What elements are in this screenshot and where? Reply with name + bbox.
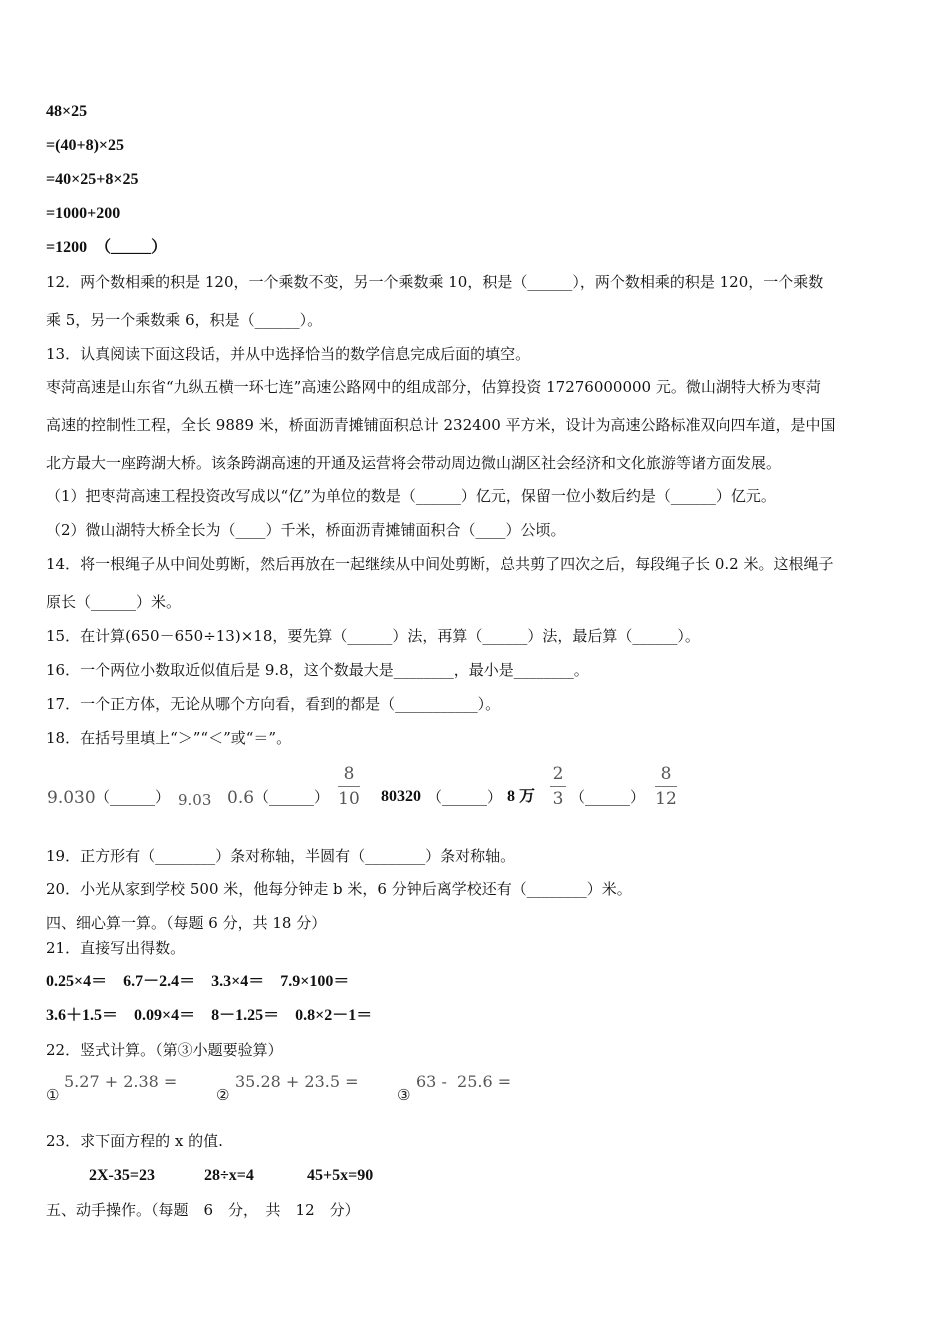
q18-c-right: 8 万 [507,788,536,805]
q23-equation-2: 28÷x=4 [204,1167,254,1184]
q13-paragraph-1: 枣菏高速是山东省“九纵五横一环七连”高速公路网中的组成部分，估算投资 17276000000 元。微山湖特大桥为枣菏 [46,378,821,396]
calc-line-2: =(40+8)×25 [46,137,125,154]
q18-b-denominator: 10 [338,789,360,809]
q13-paragraph-2: 高速的控制性工程，全长 9889 米，桥面沥青摊铺面积总计 232400 平方米，设计为高速公路标准双向四车道，是中国 [46,416,836,434]
q21-title: 21．直接写出得数。 [46,939,186,957]
q22-title: 22．竖式计算。（第③小题要验算） [46,1041,283,1059]
calc-line-4: =1000+200 [46,205,121,222]
q13-sub-2: （2）微山湖特大桥全长为（____）千米，桥面沥青摊铺面积合（____）公顷。 [46,521,566,539]
q20: 20．小光从家到学校 500 米，他每分钟走 b 米，6 分钟后离学校还有（________）米。 [46,880,632,898]
q18-b-numerator: 8 [343,764,355,784]
q12-line-2: 乘 5，另一个乘数乘 6，积是（______）。 [46,311,323,329]
q18-d-fraction-1 [550,763,566,810]
q22-marker-2: ② [216,1086,230,1104]
q14-line-1: 14．将一根绳子从中间处剪断，然后再放在一起继续从中间处剪断，总共剪了四次之后，每段绳子长 0.2 米。这根绳子 [46,555,834,573]
q22-expression-3: 63 - 25.6 = [416,1072,512,1091]
q13-sub-1: （1）把枣菏高速工程投资改写成以“亿”为单位的数是（______）亿元，保留一位小数后约是（______）亿元。 [46,487,776,505]
q21-row-2: 3.6＋1.5＝ 0.09×4＝ 8－1.25＝ 0.8×2－1＝ [46,1007,373,1024]
q18-a-blank: （______） [95,788,171,806]
q18-b-blank: （______） [254,788,330,806]
q18-d-denominator-1: 3 [552,789,564,809]
calc-line-5: =1200 （_____） [46,239,168,256]
section-4-heading: 四、细心算一算。（每题 6 分，共 18 分） [46,914,327,932]
q18-title: 18．在括号里填上“＞”“＜”或“＝”。 [46,729,292,747]
q18-d-numerator-1: 2 [552,764,564,784]
q17: 17．一个正方体，无论从哪个方向看，看到的都是（___________）。 [46,695,501,713]
q16: 16．一个两位小数取近似值后是 9.8，这个数最大是________，最小是________。 [46,661,589,679]
section-5-heading: 五、动手操作。（每题 6 分， 共 12 分） [46,1201,360,1219]
q18-d-denominator-2: 12 [655,789,677,809]
q22-expression-2: 35.28 + 23.5 = [235,1072,359,1091]
q19: 19．正方形有（________）条对称轴，半圆有（________）条对称轴。 [46,847,516,865]
q22-marker-1: ① [46,1086,60,1104]
q13-paragraph-3: 北方最大一座跨湖大桥。该条跨湖高速的开通及运营将会带动周边微山湖区社会经济和文化旅游等诸方面发展。 [46,454,782,472]
q18-a-left: 9.030 [47,788,96,808]
calc-line-3: =40×25+8×25 [46,171,139,188]
q22-expression-1: 5.27 + 2.38 = [64,1072,178,1091]
q22-marker-3: ③ [397,1086,411,1104]
q14-line-2: 原长（______）米。 [46,593,182,611]
q18-d-numerator-2: 8 [660,764,672,784]
q18-a-right: 9.03 [178,791,212,809]
calc-line-1: 48×25 [46,103,88,120]
q18-d-fraction-2 [655,763,677,810]
q15: 15．在计算(650－650÷13)×18，要先算（______）法，再算（______）法，最后算（______）。 [46,627,700,645]
q23-equation-1: 2X-35=23 [89,1167,155,1184]
q18-c-blank: （______） [427,788,503,806]
q18-b-left: 0.6 [227,788,255,808]
q18-c-left: 80320 [381,788,421,805]
q23-title: 23．求下面方程的 x 的值. [46,1132,223,1150]
q23-equation-3: 45+5x=90 [307,1167,374,1184]
q21-row-1: 0.25×4＝ 6.7－2.4＝ 3.3×4＝ 7.9×100＝ [46,973,350,990]
q18-b-fraction [338,763,360,810]
q12-line-1: 12．两个数相乘的积是 120，一个乘数不变，另一个乘数乘 10，积是（______），两个数相乘的积是 120，一个乘数 [46,273,824,291]
q13-title: 13．认真阅读下面这段话，并从中选择恰当的数学信息完成后面的填空。 [46,345,531,363]
q18-d-blank: （______） [570,788,646,806]
